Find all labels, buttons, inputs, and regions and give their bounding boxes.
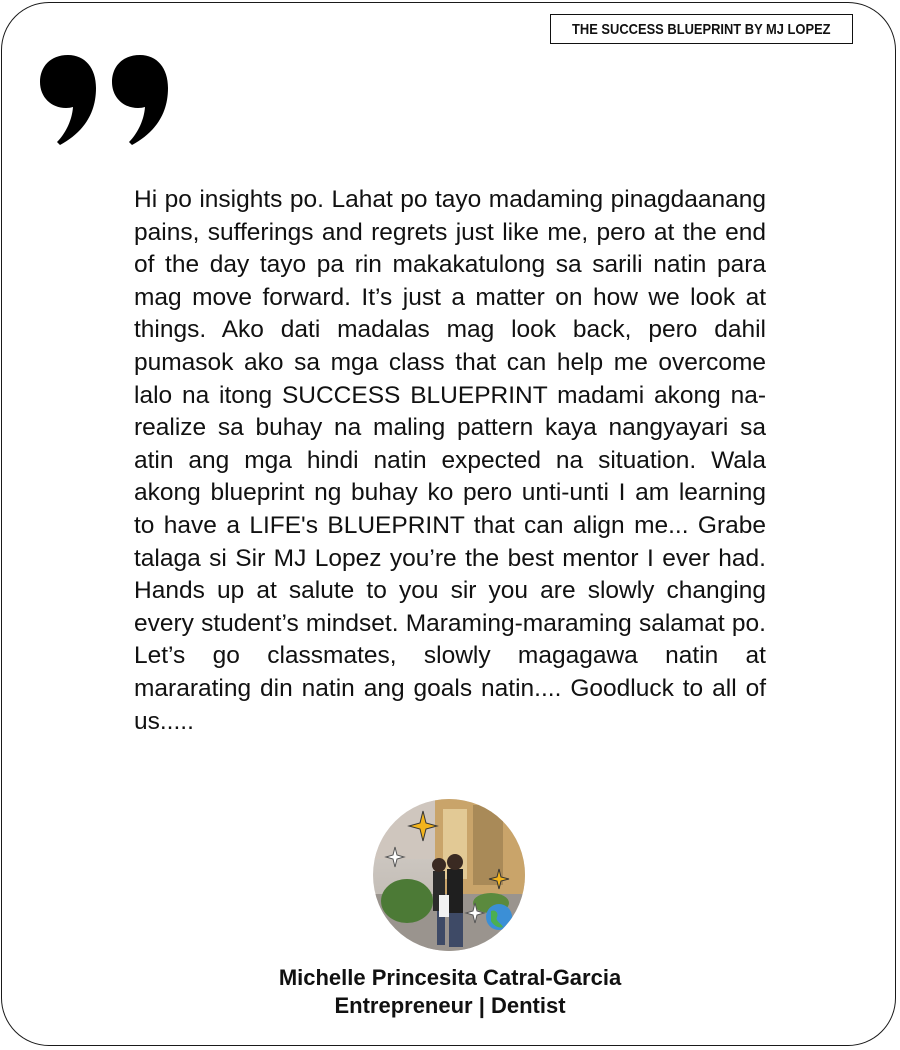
brand-tag [550, 14, 853, 44]
quote-mark-icon [38, 55, 174, 147]
testimonial-text: Hi po insights po. Lahat po tayo madaming pinagdaanang pains, sufferings and regrets just like me, pero at the end of the day tayo pa rin makakatulong sa sarili natin para mag move forward. It’s just a matter on how we look at things. Ako dati madalas mag look back, pero dahil pumasok ako sa mga class that can help me overcome lalo na itong SUCCESS BLUEPRINT madami akong na-realize sa buhay na maling pattern kaya nangyayari sa atin ang mga hindi natin expected na situation. Wala akong blueprint ng buhay ko pero unti-unti I am learning to have a LIFE's BLUEPRINT that can align me... Grabe talaga si Sir MJ Lopez you’re the best mentor I ever had. Hands up at salute to you sir you are slowly changing every student’s mindset. Maraming-maraming salamat po. Let’s go classmates, slowly magagawa natin at mararating din natin ang goals natin.... Goodluck to all of us..... [134, 186, 766, 735]
brand-tag-label: THE SUCCESS BLUEPRINT BY MJ LOPEZ [572, 20, 831, 38]
author-name: Michelle Princesita Catral-Garcia [278, 965, 622, 990]
profile-photo [373, 799, 525, 951]
author-avatar [373, 799, 525, 951]
author-role: Entrepreneur | Dentist [334, 993, 566, 1018]
